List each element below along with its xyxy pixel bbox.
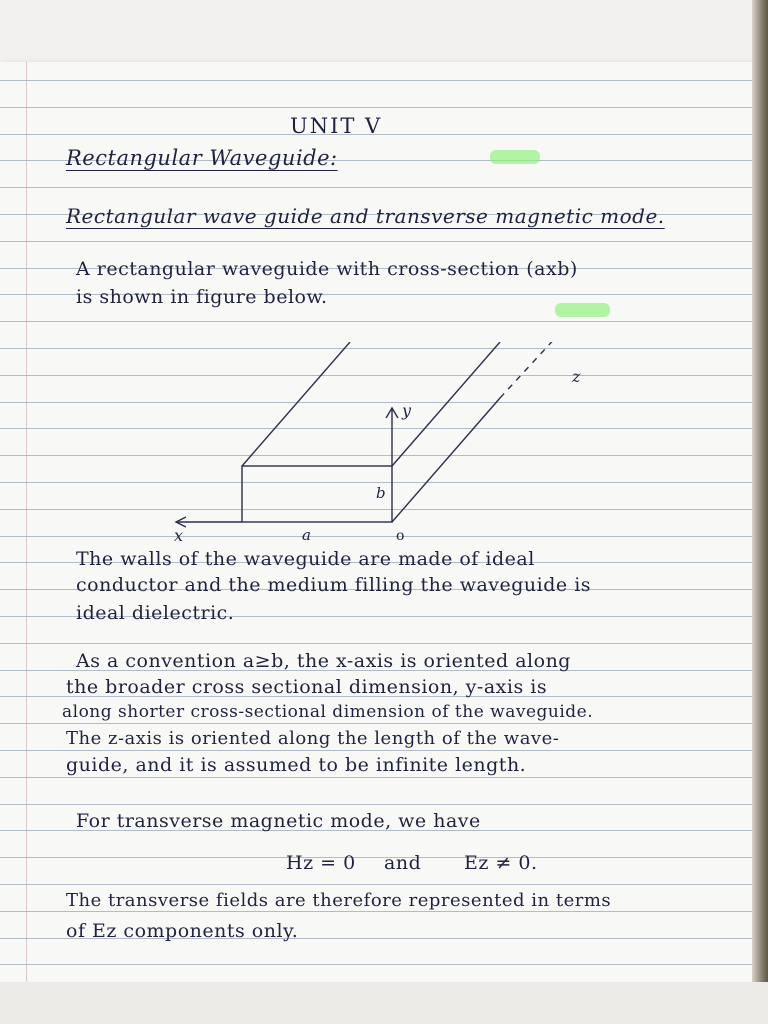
ruled-line [0,857,752,858]
title-highlight [490,150,540,164]
unit-heading: UNIT V [290,114,383,138]
ruled-line [0,643,752,644]
notebook-page [0,62,752,982]
z-axis-dashed [500,342,570,398]
intro-highlight [555,303,610,317]
transverse-line-2: of Ez components only. [66,920,299,942]
label-z: z [572,367,581,386]
intro-line-2: is shown in figure below. [76,286,328,308]
label-y: y [402,401,412,420]
walls-line-3: ideal dielectric. [76,602,235,624]
section-subtitle: Rectangular wave guide and transverse magnetic mode. [66,204,665,228]
waveguide-diagram [160,342,640,542]
equation-ez: Ez ≠ 0. [464,852,538,874]
convention-line-2: the broader cross sectional dimension, y-axis is [66,676,548,698]
cross-section-rect [242,466,392,522]
ruled-line [0,187,752,188]
ruled-line [0,777,752,778]
tm-mode-line: For transverse magnetic mode, we have [76,810,481,832]
equation-and: and [384,852,422,874]
ruled-line [0,321,752,322]
convention-line-1: As a convention a≥b, the x-axis is oriented along [76,650,571,672]
margin-line [26,62,27,982]
ruled-line [0,884,752,885]
page-title: Rectangular Waveguide: [66,146,338,170]
label-a: a [302,526,311,542]
notebook-binding-edge [752,0,768,1024]
label-b: b [376,484,386,502]
walls-line-2: conductor and the medium filling the waveguide is [76,574,592,596]
ruled-line [0,107,752,108]
equation-hz: Hz = 0 [286,852,356,874]
ruled-line [0,804,752,805]
ruled-line [0,964,752,965]
ruled-line [0,723,752,724]
label-origin: o [396,528,405,542]
ruled-line [0,911,752,912]
ruled-line [0,750,752,751]
background-surface [0,982,768,1024]
convention-line-4: The z-axis is oriented along the length of the wave- [66,728,560,749]
ruled-line [0,241,752,242]
transverse-line-1: The transverse fields are therefore represented in terms [66,890,612,911]
ruled-line [0,80,752,81]
edge-top-left [242,342,350,466]
convention-line-3: along shorter cross-sectional dimension of the waveguide. [62,702,594,722]
intro-line-1: A rectangular waveguide with cross-section (axb) [76,258,578,280]
walls-line-1: The walls of the waveguide are made of ideal [76,548,535,570]
label-x: x [174,526,184,542]
convention-line-5: guide, and it is assumed to be infinite length. [66,754,527,776]
